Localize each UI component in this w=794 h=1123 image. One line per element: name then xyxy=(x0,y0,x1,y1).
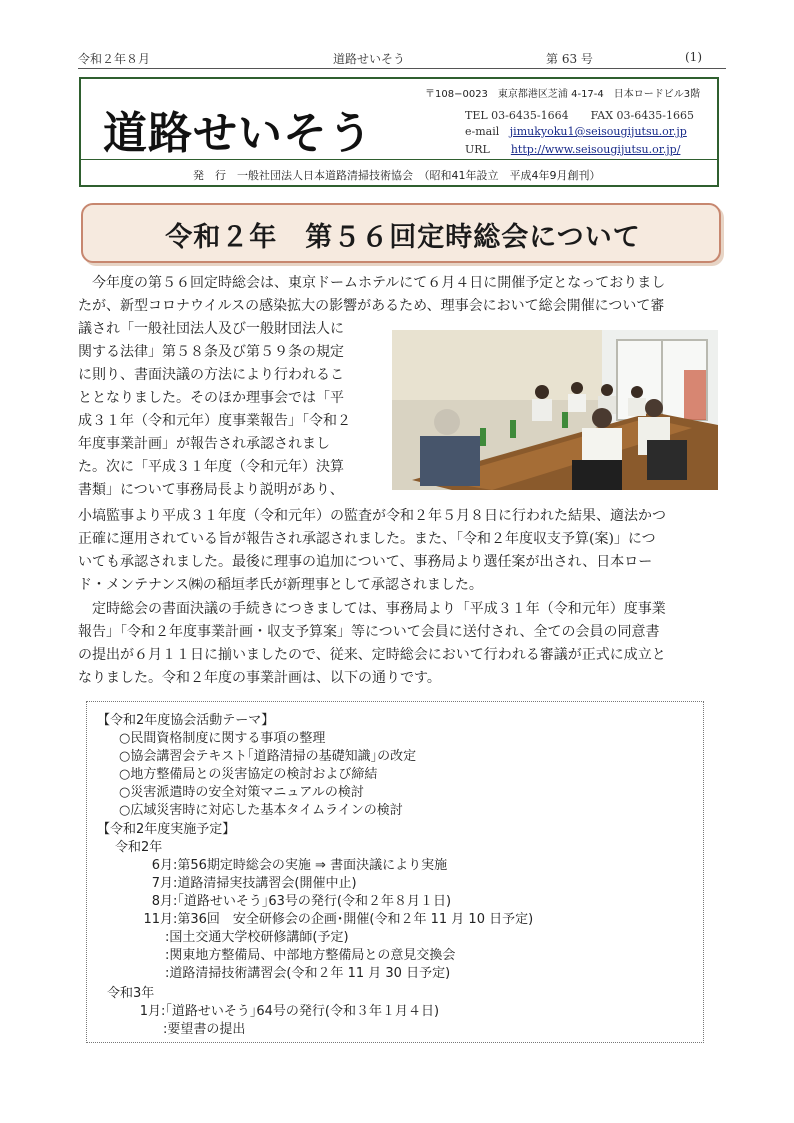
article-line: た。次に「平成３１年度（令和元年）決算 xyxy=(78,459,344,475)
article-line: 議され「一般社団法人及び一般財団法人に xyxy=(78,321,344,337)
article-line: 正確に運用されている旨が報告され承認されました。また、「令和２年度収支予算(案)」につ xyxy=(78,531,656,547)
article-line: に則り、書面決議の方法により行われるこ xyxy=(78,367,344,383)
schedule-heading: 【令和2年度実施予定】 xyxy=(97,822,236,837)
article-line: ド・メンテナンス㈱の稲垣孝氏が新理事として承認されました。 xyxy=(78,577,483,593)
masthead-publisher: 発 行 一般社団法人日本道路清掃技術協会 （昭和41年設立 平成4年9月創刊） xyxy=(193,169,601,182)
schedule-item: :第36回 安全研修会の企画･開催(令和２年 11 月 10 日予定) xyxy=(173,912,534,927)
theme-heading: 【令和2年度協会活動テーマ】 xyxy=(97,713,275,728)
schedule-subitem: :道路清掃技術講習会(令和２年 11 月 30 日予定) xyxy=(165,966,451,981)
email-label: e-mail xyxy=(465,125,500,138)
url-label: URL xyxy=(465,143,490,156)
schedule-month: 8月 xyxy=(151,894,173,909)
schedule-month: 11月 xyxy=(143,912,173,927)
article-line: ととなりました。そのほか理事会では「平 xyxy=(78,390,344,406)
article-line: 書類」について事務局長より説明があり、 xyxy=(78,482,344,498)
meeting-photo-illustration xyxy=(392,330,718,490)
schedule-subitem: :要望書の提出 xyxy=(163,1022,246,1037)
running-header-date: 令和２年８月 xyxy=(78,52,151,66)
schedule-month: 6月 xyxy=(151,858,173,873)
masthead-rule xyxy=(81,159,717,160)
schedule-item: :道路清掃実技講習会(開催中止) xyxy=(173,876,357,891)
article-line: の提出が６月１１日に揃いましたので、従来、定時総会において行われる審議が正式に成立と xyxy=(78,647,666,663)
schedule-item: :｢道路せいそう｣63号の発行(令和２年８月１日) xyxy=(173,894,452,909)
article-title: 令和２年 第５６回定時総会について xyxy=(165,222,641,253)
schedule-year: 令和3年 xyxy=(107,986,155,1001)
schedule-item: :｢道路せいそう｣64号の発行(令和３年１月４日) xyxy=(161,1004,440,1019)
theme-item: ○協会講習会テキスト｢道路清掃の基礎知識｣の改定 xyxy=(119,749,417,764)
masthead-tel-fax: TEL 03-6435-1664 FAX 03-6435-1665 xyxy=(465,109,694,122)
masthead xyxy=(79,77,719,187)
running-header-title: 道路せいそう xyxy=(333,52,406,66)
schedule-item: :第56期定時総会の実施 ⇒ 書面決議により実施 xyxy=(173,858,448,873)
schedule-subitem: :関東地方整備局、中部地方整備局との意見交換会 xyxy=(165,948,456,963)
header-rule xyxy=(78,68,726,69)
article-line: なりました。令和２年度の事業計画は、以下の通りです。 xyxy=(78,670,441,686)
masthead-url-row xyxy=(465,143,680,156)
article-title-banner xyxy=(81,203,721,263)
article-line: 成３１年（令和元年）度事業報告」「令和２ xyxy=(78,413,351,429)
url-link[interactable]: http://www.seisougijutsu.or.jp/ xyxy=(510,143,681,156)
business-plan-box xyxy=(86,701,704,1043)
article-line: 今年度の第５６回定時総会は、東京ドームホテルにて６月４日に開催予定となっておりまし xyxy=(78,275,666,291)
schedule-month: 7月 xyxy=(151,876,173,891)
masthead-email-row xyxy=(465,125,687,138)
theme-item: ○民間資格制度に関する事項の整理 xyxy=(119,731,326,746)
masthead-title: 道路せいそう xyxy=(103,108,373,159)
running-header-issue: 第 63 号 xyxy=(546,52,593,66)
article-line: いても承認されました。最後に理事の追加について、事務局より選任案が出され、日本ロー xyxy=(78,554,653,570)
theme-item: ○災害派遣時の安全対策マニュアルの検討 xyxy=(119,785,364,800)
email-link[interactable]: jimukyoku1@seisougijutsu.or.jp xyxy=(509,125,687,138)
meeting-photo xyxy=(392,330,718,490)
article-line: 定時総会の書面決議の手続きにつきましては、事務局より「平成３１年（令和元年）度事業 xyxy=(78,601,666,617)
article-line: たが、新型コロナウイルスの感染拡大の影響があるため、理事会において総会開催について審 xyxy=(78,298,665,314)
theme-item: ○地方整備局との災害協定の検討および締結 xyxy=(119,767,378,782)
schedule-month: 1月 xyxy=(139,1004,161,1019)
article-line: 年度事業計画」が報告され承認されまし xyxy=(78,436,330,452)
article-line: 関する法律」第５８条及び第５９条の規定 xyxy=(78,344,344,360)
theme-item: ○広域災害時に対応した基本タイムラインの検討 xyxy=(119,803,403,818)
schedule-subitem: :国土交通大学校研修講師(予定) xyxy=(165,930,349,945)
schedule-year: 令和2年 xyxy=(115,840,163,855)
article-line: 報告」「令和２年度事業計画・収支予算案」等について会員に送付され、全ての会員の同意書 xyxy=(78,624,660,640)
article-line: 小塙監事より平成３１年度（令和元年）の監査が令和２年５月８日に行われた結果、適法かつ xyxy=(78,508,666,524)
masthead-address: 〒108−0023 東京都港区芝浦 4-17-4 日本ロードビル3階 xyxy=(425,89,701,100)
running-header-page: (1) xyxy=(685,50,702,64)
